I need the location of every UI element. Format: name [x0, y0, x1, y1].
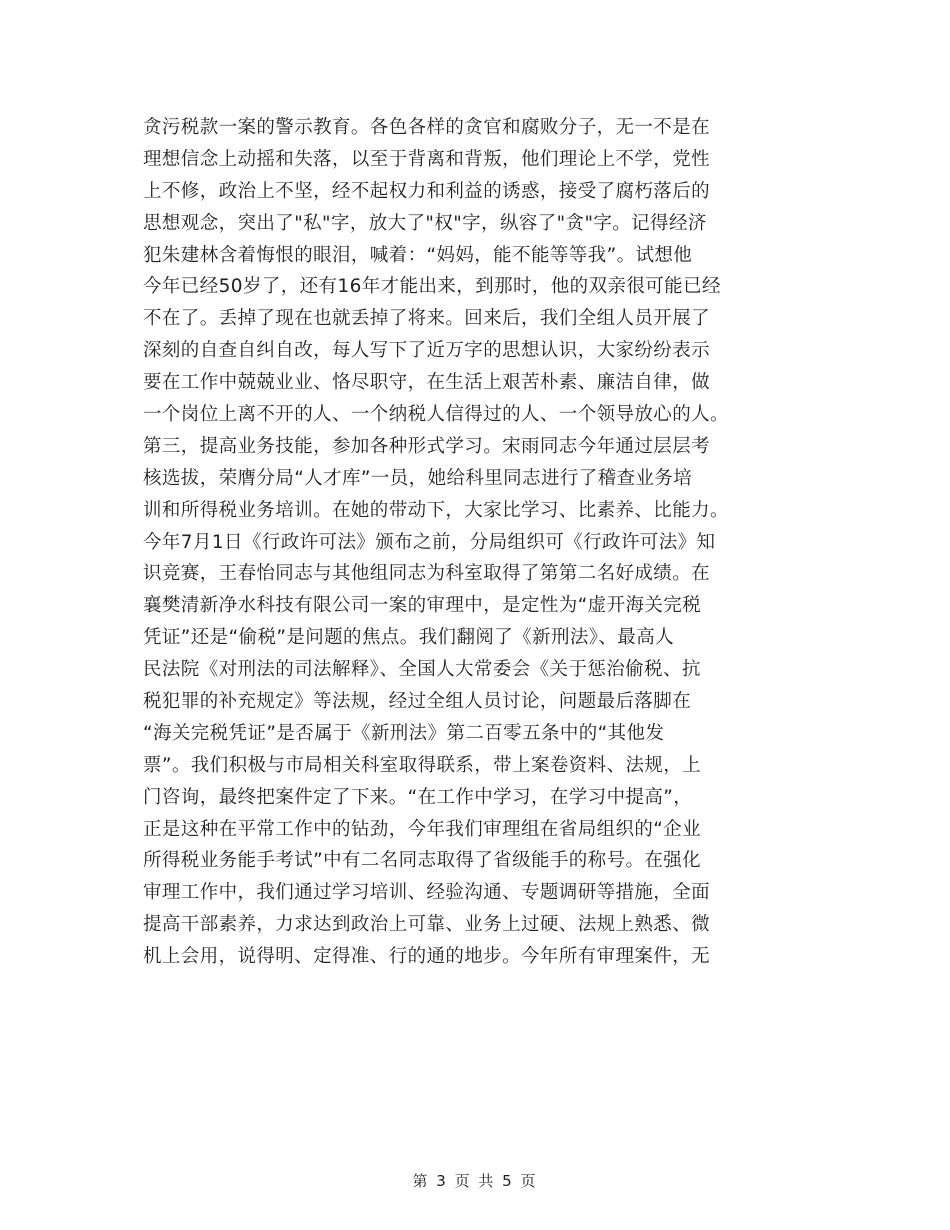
text-line: 一个岗位上离不开的人、一个纳税人信得过的人、一个领导放心的人。 [143, 404, 729, 426]
text-line: 理想信念上动摇和失落，以至于背离和背叛，他们理论上不学，党性 [143, 148, 711, 170]
text-line: 核选拔，荣膺分局“人才库”一员，她给科里同志进行了稽查业务培 [143, 467, 693, 489]
text-line: “海关完税凭证”是否属于《新刑法》第二百零五条中的“其他发 [143, 722, 665, 744]
text-line: 民法院《对刑法的司法解释》、全国人大常委会《关于惩治偷税、抗 [143, 659, 701, 681]
text-line: 所得税业务能手考试”中有二名同志取得了省级能手的称号。在强化 [143, 850, 702, 872]
text-line: 第三，提高业务技能，参加各种形式学习。宋雨同志今年通过层层考 [143, 435, 711, 457]
text-line: 审理工作中，我们通过学习培训、经验沟通、专题调研等措施，全面 [143, 882, 711, 904]
text-line: 今年已经50岁了，还有16年才能出来，到那时，他的双亲很可能已经 [143, 276, 721, 298]
text-line: 门咨询，最终把案件定了下来。“在工作中学习，在学习中提高”， [143, 786, 693, 808]
text-line: 票”。我们积极与市局相关科室取得联系，带上案卷资料、法规，上 [143, 754, 702, 776]
text-line: 机上会用，说得明、定得准、行的通的地步。今年所有审理案件，无 [143, 946, 711, 968]
text-line: 犯朱建林含着悔恨的眼泪，喊着：“妈妈，能不能等等我”。试想他 [143, 244, 693, 266]
body-text [143, 112, 823, 973]
text-line: 正是这种在平常工作中的钻劲，今年我们审理组在省局组织的“企业 [143, 818, 702, 840]
text-line: 今年7月1日《行政许可法》颁布之前，分局组织可《行政许可法》知 [143, 531, 716, 553]
text-line: 上不修，政治上不坚，经不起权力和利益的诱惑，接受了腐朽落后的 [143, 180, 711, 202]
text-line: 识竞赛，王春怡同志与其他组同志为科室取得了第第二名好成绩。在 [143, 563, 711, 585]
text-line: 训和所得税业务培训。在她的带动下，大家比学习、比素养、比能力。 [143, 499, 729, 521]
text-line: 要在工作中兢兢业业、恪尽职守，在生活上艰苦朴素、廉洁自律，做 [143, 372, 711, 394]
page-footer: 第 3 页 共 5 页 [412, 1172, 538, 1190]
text-line: 不在了。丢掉了现在也就丢掉了将来。回来后，我们全组人员开展了 [143, 308, 711, 330]
text-line: 提高干部素养，力求达到政治上可靠、业务上过硬、法规上熟悉、微 [143, 914, 711, 936]
text-line: 税犯罪的补充规定》等法规，经过全组人员讨论，问题最后落脚在 [143, 691, 692, 713]
text-line: 凭证”还是“偷税”是问题的焦点。我们翻阅了《新刑法》、最高人 [143, 627, 675, 649]
text-line: 思想观念，突出了"私"字，放大了"权"字，纵容了"贪"字。记得经济 [143, 212, 707, 234]
text-line: 深刻的自查自纠自改，每人写下了近万字的思想认识，大家纷纷表示 [143, 340, 711, 362]
text-line: 襄樊清新净水科技有限公司一案的审理中，是定性为“虚开海关完税 [143, 595, 702, 617]
text-line: 贪污税款一案的警示教育。各色各样的贪官和腐败分子，无一不是在 [143, 117, 711, 138]
